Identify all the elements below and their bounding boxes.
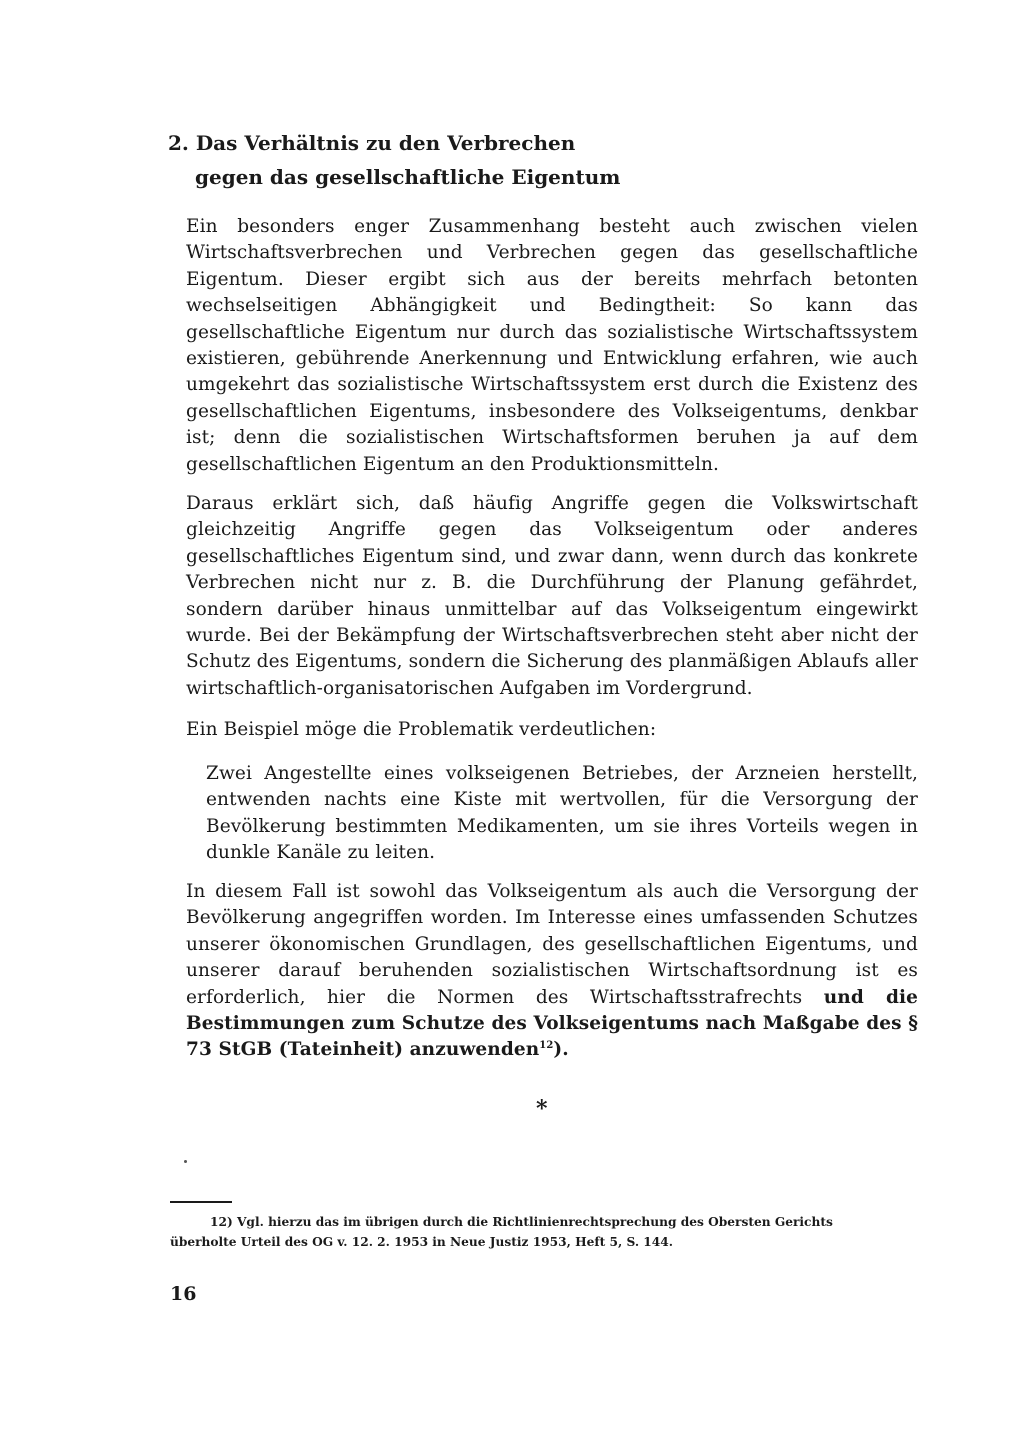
paragraph-5-end: ). xyxy=(553,1039,569,1061)
paragraph-5-bold: und die Bestimmungen zum Schutze des Volkseigentums nach Maßgabe des § 73 StGB (Tateinheit) anzuwenden xyxy=(186,986,918,1061)
paragraph-1: Ein besonders enger Zusammenhang besteht auch zwischen vielen Wirtschaftsverbrechen und Verbrechen gegen das gesellschaftliche Eigentum. Dieser ergibt sich aus der bereits mehrfach betonten wechselseitigen Abhängigkeit und Bedingtheit: So kann das gesellschaftliche Eigentum nur durch das sozialistische Wirtschaftssystem existieren, gebührende Anerkennung und Entwicklung erfahren, wie auch umgekehrt das sozialistische Wirtschaftssystem erst durch die Existenz des gesellschaftlichen Eigentums, insbesondere des Volkseigentums, denkbar ist; denn die sozialistischen Wirtschaftsformen beruhen ja auf dem gesellschaftlichen Eigentum an den Produktionsmitteln. xyxy=(186,216,918,475)
section-heading-line-2: gegen das gesellschaftliche Eigentum xyxy=(195,165,621,189)
example-block: Zwei Angestellte eines volkseigenen Betriebes, der Arzneien herstellt, entwenden nachts eine Kiste mit wertvollen, für die Versorgung der Bevölkerung bestimmten Medikamenten, um sie ihres Vorteils wegen in dunkle Kanäle zu leiten. xyxy=(206,763,918,864)
page-number: 16 xyxy=(170,1283,197,1305)
section-heading xyxy=(168,126,868,194)
section-heading-line-1: 2. Das Verhältnis zu den Verbrechen xyxy=(168,131,576,155)
footnote-rule xyxy=(170,1201,232,1203)
footnote-line-1: 12) Vgl. hierzu das im übrigen durch die Richtlinienrechtsprechung des Obersten Gerichts xyxy=(210,1215,833,1229)
scan-speck xyxy=(184,1160,187,1163)
section-separator: * xyxy=(536,1096,548,1122)
paragraph-5-regular: In diesem Fall ist sowohl das Volkseigentum als auch die Versorgung der Bevölkerung angegriffen worden. Im Interesse eines umfassenden Schutzes unserer ökonomischen Grundlagen, des gesellschaftlichen Eigentums, und unserer darauf beruhenden sozialistischen Wirtschaftsordnung ist es erforderlich, hier die Normen des Wirtschaftsstrafrechts xyxy=(186,881,918,1008)
paragraph-3: Ein Beispiel möge die Problematik verdeutlichen: xyxy=(186,719,657,740)
footnote-line-2: überholte Urteil des OG v. 12. 2. 1953 in Neue Justiz 1953, Heft 5, S. 144. xyxy=(170,1235,673,1249)
footnote-reference: 12 xyxy=(539,1040,554,1052)
paragraph-5 xyxy=(186,879,918,1064)
footnote xyxy=(170,1212,926,1252)
paragraph-2: Daraus erklärt sich, daß häufig Angriffe gegen die Volkswirtschaft gleichzeitig Angriffe gegen das Volkseigentum oder anderes gesellschaftliches Eigentum sind, und zwar dann, wenn durch das konkrete Verbrechen nicht nur z. B. die Durchführung der Planung gefährdet, sondern darüber hinaus unmittelbar auf das Volkseigentum eingewirkt wurde. Bei der Bekämpfung der Wirtschaftsverbrechen steht aber nicht der Schutz des Eigentums, sondern die Sicherung des planmäßigen Ablaufs aller wirtschaftlich-organisatorischen Aufgaben im Vordergrund. xyxy=(186,493,918,699)
